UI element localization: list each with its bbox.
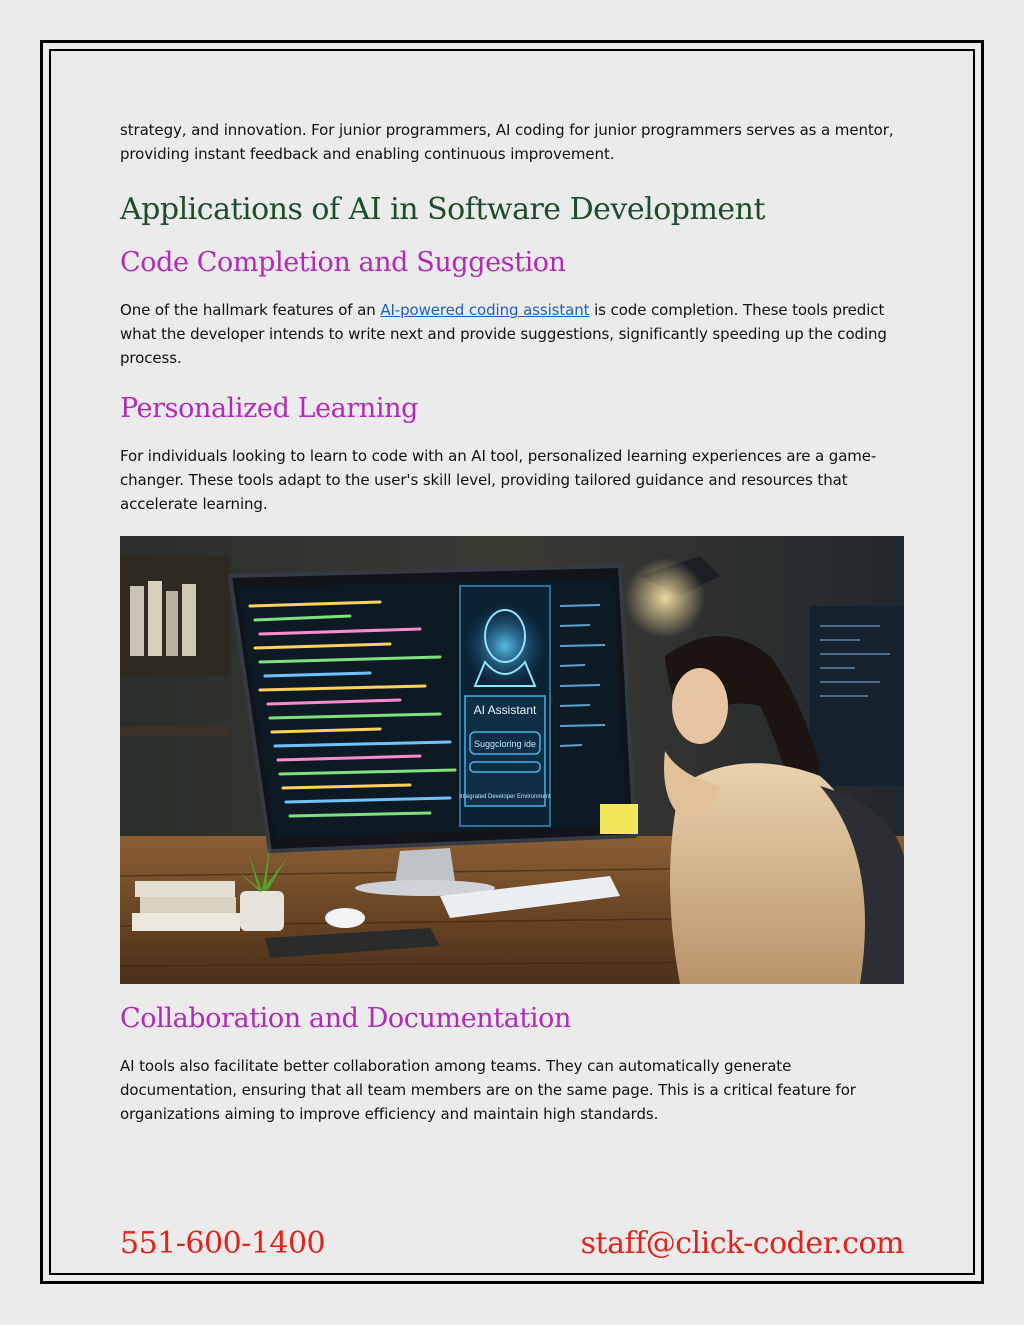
collaboration-paragraph: AI tools also facilitate better collaboration among teams. They can automatically generate documentation, ensuring that all team members are on the same page. This is a critical feature for organizations aiming to improve efficiency and maintain high standards. bbox=[120, 1057, 856, 1123]
ai-coding-assistant-link[interactable]: AI-powered coding assistant bbox=[380, 301, 590, 319]
book-stack bbox=[135, 881, 235, 897]
code-completion-paragraph bbox=[120, 298, 904, 370]
mouse bbox=[325, 908, 365, 928]
sticky-note bbox=[600, 804, 638, 834]
intro-paragraph: strategy, and innovation. For junior programmers, AI coding for junior programmers serves as a mentor, providing instant feedback and enabling continuous improvement. bbox=[120, 121, 894, 163]
personalized-learning-heading: Personalized Learning bbox=[120, 393, 418, 424]
section-title: Applications of AI in Software Development bbox=[120, 192, 766, 227]
plant-pot bbox=[240, 891, 284, 931]
code-completion-text-after: is code completion. These tools predict what the developer intends to write next and provide suggestions, significantly speeding up the coding process. bbox=[120, 301, 887, 367]
page-content bbox=[120, 118, 904, 1126]
code-completion-text-before: One of the hallmark features of an bbox=[120, 301, 381, 319]
person-face bbox=[672, 668, 728, 744]
ai-assistant-title: AI Assistant bbox=[473, 703, 537, 717]
ide-footer-label: Integrated Developer Environment bbox=[459, 794, 551, 800]
suggestion-label: Suggcloring ide bbox=[473, 739, 537, 749]
code-completion-heading: Code Completion and Suggestion bbox=[120, 247, 566, 278]
ai-coding-illustration bbox=[120, 536, 904, 984]
footer-email[interactable]: staff@click-coder.com bbox=[580, 1226, 904, 1261]
collaboration-heading: Collaboration and Documentation bbox=[120, 1003, 571, 1034]
footer-phone[interactable]: 551-600-1400 bbox=[120, 1226, 326, 1261]
personalized-learning-paragraph: For individuals looking to learn to code with an AI tool, personalized learning experiences are a game-changer. These tools adapt to the user's skill level, providing tailored guidance and resources that accelerate learning. bbox=[120, 447, 877, 513]
